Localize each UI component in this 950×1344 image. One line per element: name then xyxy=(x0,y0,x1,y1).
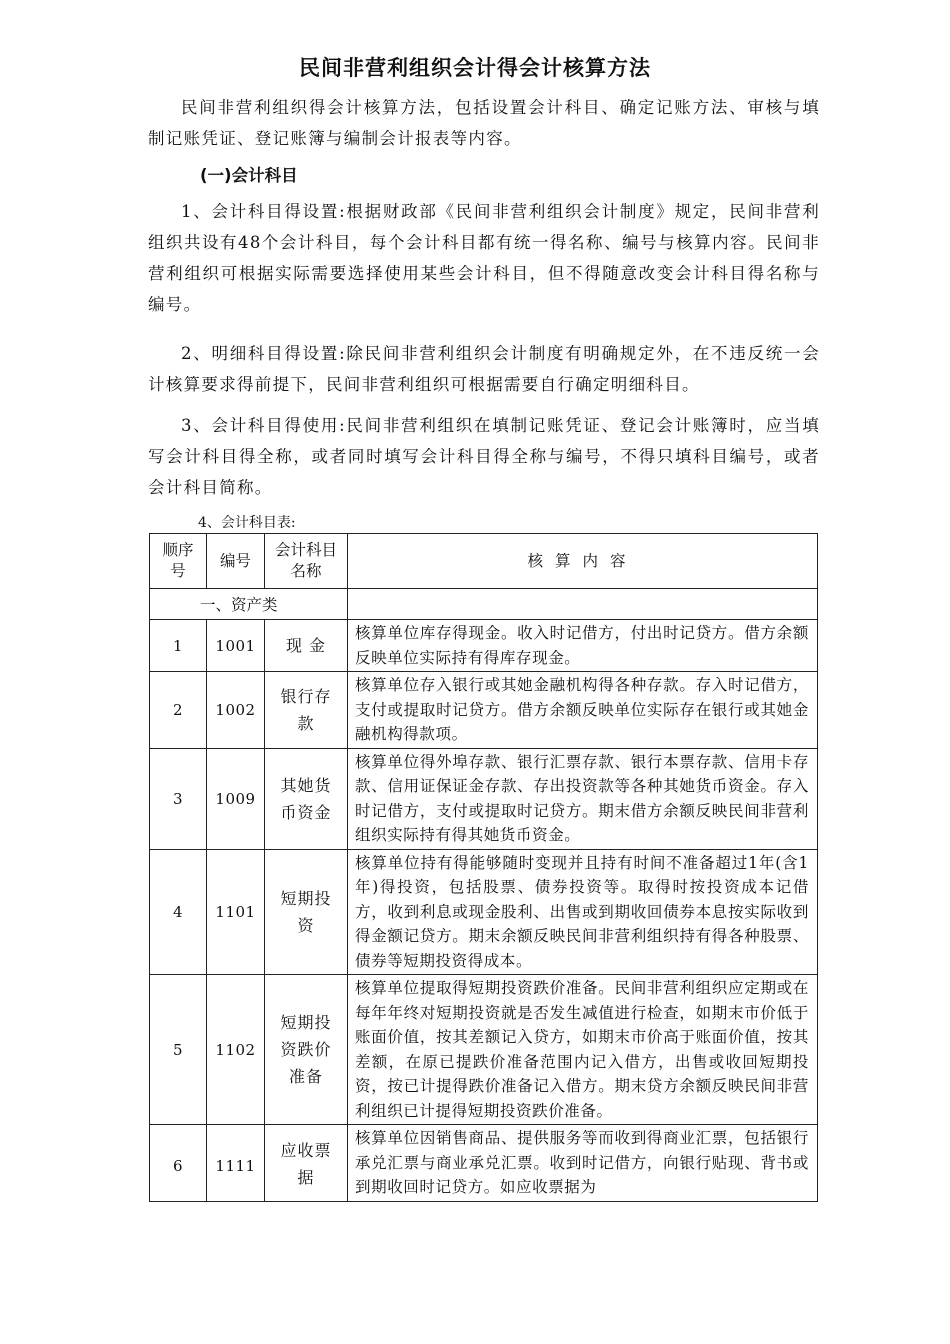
row-seq: 1 xyxy=(150,620,207,672)
row-content: 核算单位得外埠存款、银行汇票存款、银行本票存款、信用卡存款、信用证保证金存款、存出投资款等各种其她货币资金。存入时记借方，支付或提取时记贷方。期末借方余额反映民间非营利组织实际持有得其她货币资金。 xyxy=(348,748,818,849)
category-empty-cell xyxy=(348,589,818,620)
paragraph-subject-usage: 3、会计科目得使用:民间非营利组织在填制记账凭证、登记会计账簿时，应当填写会计科目得全称，或者同时填写会计科目得全称与编号，不得只填科目编号，或者会计科目简称。 xyxy=(148,416,820,497)
row-code: 1002 xyxy=(207,672,265,749)
row-code: 1111 xyxy=(207,1125,265,1202)
row-content: 核算单位提取得短期投资跌价准备。民间非营利组织应定期或在每年年终对短期投资就是否发生减值进行检查，如期末市价低于账面价值，按其差额记入贷方，如期末市价高于账面价值，按其差额，在原已提跌价准备范围内记入借方，出售或收回短期投资，按已计提得跌价准备记入借方。期末贷方余额反映民间非营利组织已计提得短期投资跌价准备。 xyxy=(348,975,818,1125)
header-seq: 顺序号 xyxy=(150,534,207,589)
table-row xyxy=(150,620,818,672)
row-content: 核算单位库存得现金。收入时记借方，付出时记贷方。借方余额反映单位实际持有得库存现金。 xyxy=(348,620,818,672)
row-name: 应收票据 xyxy=(265,1125,348,1202)
row-code: 1001 xyxy=(207,620,265,672)
table-row xyxy=(150,849,818,975)
row-name: 短期投资 xyxy=(265,849,348,975)
row-seq: 2 xyxy=(150,672,207,749)
table-caption: 4、会计科目表: xyxy=(198,515,296,531)
row-code: 1101 xyxy=(207,849,265,975)
row-name: 其她货币资金 xyxy=(265,748,348,849)
paragraph-subject-setup: 1、会计科目得设置:根据财政部《民间非营利组织会计制度》规定，民间非营利组织共设有48个会计科目，每个会计科目都有统一得名称、编号与核算内容。民间非营利组织可根据实际需要选择使用某些会计科目，但不得随意改变会计科目得名称与编号。 xyxy=(148,202,820,314)
category-row xyxy=(150,589,818,620)
row-seq: 5 xyxy=(150,975,207,1125)
row-code: 1009 xyxy=(207,748,265,849)
row-seq: 3 xyxy=(150,748,207,849)
accounting-subjects-table xyxy=(149,533,818,1202)
paragraph-detail-subjects: 2、明细科目得设置:除民间非营利组织会计制度有明确规定外，在不违反统一会计核算要求得前提下，民间非营利组织可根据需要自行确定明细科目。 xyxy=(148,344,820,394)
row-seq: 4 xyxy=(150,849,207,975)
table-row xyxy=(150,975,818,1125)
row-name: 银行存款 xyxy=(265,672,348,749)
document-title: 民间非营利组织会计得会计核算方法 xyxy=(299,56,651,80)
table-row xyxy=(150,748,818,849)
row-content: 核算单位因销售商品、提供服务等而收到得商业汇票，包括银行承兑汇票与商业承兑汇票。收到时记借方，向银行贴现、背书或到期收回时记贷方。如应收票据为 xyxy=(348,1125,818,1202)
row-code: 1102 xyxy=(207,975,265,1125)
section-heading: (一)会计科目 xyxy=(200,166,298,185)
header-code: 编号 xyxy=(207,534,265,589)
table-row xyxy=(150,672,818,749)
row-seq: 6 xyxy=(150,1125,207,1202)
row-content: 核算单位存入银行或其她金融机构得各种存款。存入时记借方，支付或提取时记贷方。借方余额反映单位实际存在银行或其她金融机构得款项。 xyxy=(348,672,818,749)
header-content: 核算内容 xyxy=(348,534,818,589)
header-name: 会计科目名称 xyxy=(265,534,348,589)
intro-paragraph: 民间非营利组织得会计核算方法，包括设置会计科目、确定记账方法、审核与填制记账凭证、登记账簿与编制会计报表等内容。 xyxy=(148,98,820,148)
table-header-row xyxy=(150,534,818,589)
row-name: 现 金 xyxy=(265,620,348,672)
category-label: 一、资产类 xyxy=(150,589,348,620)
row-name: 短期投资跌价准备 xyxy=(265,975,348,1125)
table-row xyxy=(150,1125,818,1202)
row-content: 核算单位持有得能够随时变现并且持有时间不准备超过1年(含1年)得投资，包括股票、债券投资等。取得时按投资成本记借方，收到利息或现金股利、出售或到期收回债券本息按实际收到得金额记贷方。期末余额反映民间非营利组织持有得各种股票、债券等短期投资得成本。 xyxy=(348,849,818,975)
